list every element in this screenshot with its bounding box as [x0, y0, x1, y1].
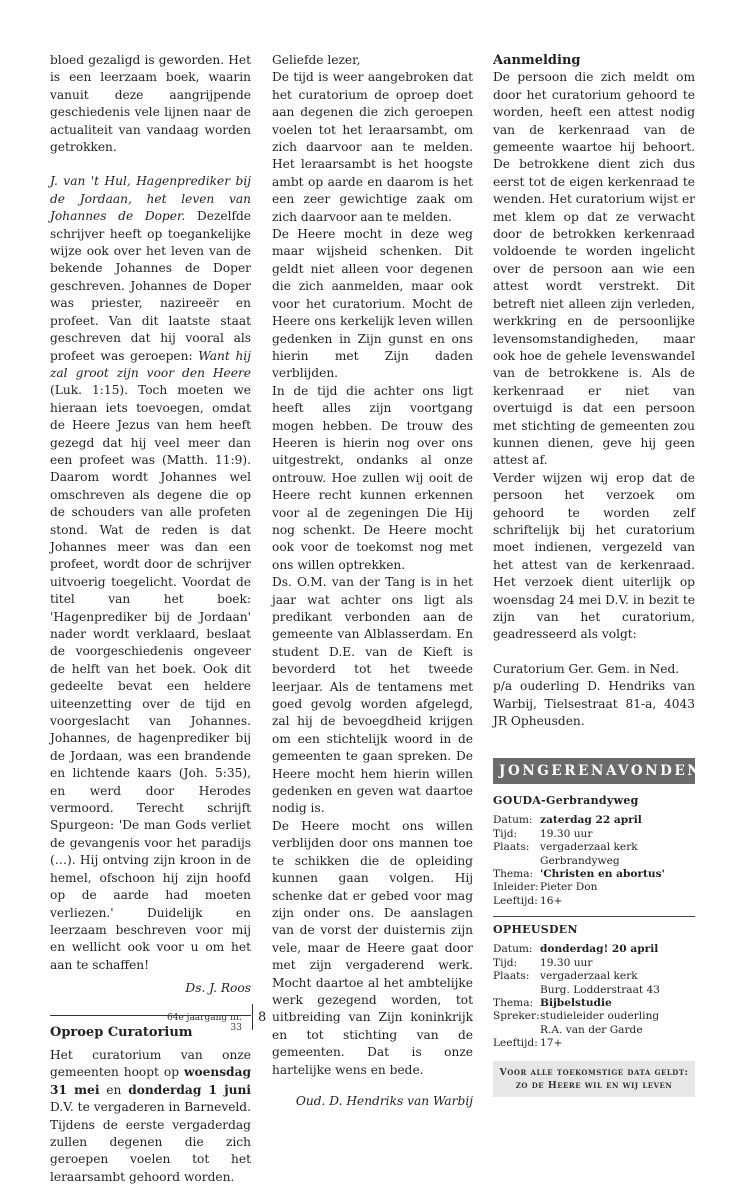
review-text-a: Dezelfde schrijver heeft op toegankelijke wijze ook over het leven van de bekende Johannes de Doper geschreven. Johannes de Doper was priester, nazireeër en profeet. Van dit laatste staat geschreven dat hij vooral als profeet was geroepen:: [50, 209, 252, 363]
gouda-heading: GOUDA-Gerbrandyweg: [493, 794, 639, 808]
review-text-b: (Luk. 1:15). Toch moeten we hieraan iets toevoegen, omdat de Heere Jezus van hem heeft gezegd dat hij veel meer dan een profeet was (Matth. 11:9). Daarom wordt Johannes wel omschreven als degene die op de schouders van alle profeten stond. Wat de reden is dat Johannes meer was dan een profeet, wordt door de schrijver uitvoerig toegelicht. Voordat de titel van het boek: 'Hagenprediker bij de Jordaan' nader wordt verklaard, beslaat de voorgeschiedenis ongeveer de helft van het boek. Ook dit gedeelte bevat een heldere uiteenzetting over de tijd en voorgeslacht van Johannes. Johannes, de hagenprediker bij de Jordaan, was een brandende en lichtende kaars (Joh. 5:35), en werd door Herodes vermoord. Terecht schrijft Spurgeon: 'De man Gods verliet de gevangenis voor het paradijs (…). Hij ontving zijn kroon in de hemel, ofschoon hij zijn hoofd op de aarde had moeten verliezen.' Duidelijk en leerzaam beschreven voor mij en wellicht ook voor u om het aan te schaffen!: [50, 383, 251, 972]
aanmelding-paragraph-1: De persoon die zich meldt om door het curatorium gehoord te worden, heeft een attest nodig van de kerkenraad van de gemeente waartoe hij behoort. De betrokkene dient zich dus eerst tot de eigen kerkenraad te wenden. Het curatorium wijst er met klem op dat ze verwacht door de betrokken kerkenraad voldoende te worden ingelicht over de persoon aan wie een attest wordt verstrekt. Dit betreft niet alleen zijn verleden, werkkring en de persoonlijke levensomstandigheden, maar ook hoe de gehele levenswandel van de betrokkene is. Als de kerkenraad er niet van overtuigd is dat een persoon met stichting de gemeenten zou kunnen dienen, geve hij geen attest af.: [493, 70, 695, 468]
opheusden-spreker-1: studieleider ouderling: [540, 1010, 660, 1023]
opheusden-leeftijd: 17+: [540, 1037, 563, 1050]
gouda-thema: 'Christen en abortus': [540, 868, 665, 881]
label-thema: Thema:: [493, 868, 534, 881]
opheusden-plaats-2: Burg. Lodderstraat 43: [540, 983, 660, 996]
oproep-heading: Oproep Curatorium: [50, 1024, 193, 1040]
issue-label: 64e jaargang nr. 33: [167, 1013, 242, 1033]
event-divider: [493, 916, 695, 917]
oproep-text-c: en: [99, 1082, 129, 1097]
opheusden-plaats-1: vergaderzaal kerk: [540, 970, 638, 983]
gouda-details: [493, 814, 695, 908]
oproep-date-2: donderdag 1 juni: [128, 1082, 252, 1097]
label-datum: Datum:: [493, 814, 533, 827]
label-plaats: Plaats:: [493, 970, 530, 983]
label-plaats: Plaats:: [493, 841, 530, 854]
address-line-2: p/a ouderling D. Hendriks van Warbij, Tielsestraat 81-a, 4043 JR Opheusden.: [493, 679, 695, 729]
oproep-text-d: D.V. te vergaderen in Barneveld. Tijdens de eerste vergaderdag zullen degenen die zich geroepen voelen tot het leraarsambt gehoord worden.: [50, 1100, 251, 1184]
address-line-1: Curatorium Ger. Gem. in Ned.: [493, 661, 680, 676]
letter-paragraph-2: De Heere mocht in deze weg maar wijsheid schenken. Dit geldt niet alleen voor degenen die zich aanmelden, maar ook voor het curatorium. Mocht de Heere ons kerkelijk leven willen gedenken in Zijn gunst en ons hierin met Zijn daden verblijden.: [272, 227, 473, 381]
label-thema: Thema:: [493, 996, 534, 1009]
label-leeftijd: Leeftijd:: [493, 894, 538, 907]
opheusden-details: [493, 943, 695, 1050]
gouda-tijd: 19.30 uur: [540, 827, 593, 840]
gouda-plaats-2: Gerbrandyweg: [540, 854, 620, 867]
oproep-date-1: woensdag 31 mei: [50, 1065, 251, 1097]
label-datum: Datum:: [493, 943, 533, 956]
opheusden-spreker-2: R.A. van der Garde: [540, 1023, 643, 1036]
notice-line-2: zo de Heere wil en wij leven: [515, 1079, 673, 1091]
notice-box: [493, 1061, 695, 1097]
opheusden-tijd: 19.30 uur: [540, 956, 593, 969]
book-title: J. van 't Hul, Hagenprediker bij de Jordaan, het leven van Johannes de Doper.: [50, 174, 251, 224]
letter-paragraph-5: De Heere mocht ons willen verblijden door ons mannen toe te schikken die de opleiding kunnen gaan volgen. Hij schenke dat er gebed voor mag zijn onder ons. De aanslagen van de vorst der duisternis zijn vele, maar de Heere gaat door met zijn vergaderend werk. Mocht daartoe al het ambtelijke werk gezegend worden, tot uitbreiding van Zijn koninkrijk en tot stichting van de gemeenten. Dat is onze hartelijke wens en bede.: [272, 818, 473, 1077]
column-middle: [272, 52, 473, 1110]
opheusden-thema: Bijbelstudie: [540, 996, 612, 1009]
signature-hendriks: Oud. D. Hendriks van Warbij: [295, 1093, 473, 1108]
gouda-inleider: Pieter Don: [540, 881, 598, 894]
salutation: Geliefde lezer,: [272, 53, 361, 67]
notice-line-1: Voor alle toekomstige data geldt:: [499, 1066, 689, 1078]
aanmelding-paragraph-2: Verder wijzen wij erop dat de persoon het verzoek om gehoord te worden zelf schriftelijk bij het curatorium moet indienen, vergezeld van het attest van de kerkenraad. Het verzoek dient uiterlijk op woensdag 24 mei D.V. in bezit te zijn van het curatorium, geadresseerd als volgt:: [493, 470, 695, 642]
gouda-plaats-1: vergaderzaal kerk: [540, 841, 638, 854]
jongerenavonden-banner: JONGERENAVONDEN: [493, 758, 695, 784]
opheusden-datum: donderdag! 20 april: [540, 943, 659, 956]
signature-roos: Ds. J. Roos: [185, 981, 251, 996]
label-leeftijd: Leeftijd:: [493, 1037, 538, 1050]
label-inleider: Inleider:: [493, 881, 539, 894]
oproep-text-a: Het curatorium van onze gemeenten hoopt op: [50, 1047, 251, 1080]
label-tijd: Tijd:: [493, 956, 518, 969]
gouda-datum: zaterdag 22 april: [540, 814, 642, 827]
oproep-paragraph: [50, 1047, 251, 1186]
letter-paragraph-3: In de tijd die achter ons ligt heeft alles zijn voortgang mogen hebben. De trouw des Heeren is hierin nog over ons uitgestrekt, ondanks al onze ontrouw. Hoe zullen wij ooit de Heere recht kunnen erkennen voor al de zegeningen Die Hij nog schenkt. De Heere mocht ook voor de toekomst nog met ons willen optrekken.: [272, 383, 473, 572]
gouda-leeftijd: 16+: [540, 894, 563, 907]
label-tijd: Tijd:: [493, 827, 518, 840]
page-number: 8: [258, 1010, 267, 1025]
label-spreker: Spreker:: [493, 1010, 540, 1023]
opheusden-heading: OPHEUSDEN: [493, 923, 578, 937]
letter-paragraph-1: De tijd is weer aangebroken dat het curatorium de oproep doet aan degenen die zich geroepen voelen tot het leraarsambt, om zich daarvoor aan te melden. Het leraarsambt is het hoogste ambt op aarde en daarom is het een zeer gewichtige zaak om zich daarvoor aan te melden.: [272, 70, 473, 224]
letter-paragraph-4: Ds. O.M. van der Tang is in het jaar wat achter ons ligt als predikant verbonden aan de gemeente van Alblasserdam. En student D.E. van de Kieft is bevorderd tot het tweede leerjaar. Als de tentamens met goed gevolg worden afgelegd, zal hij de bevoegdheid krijgen om een stichtelijk woord in de gemeenten te gaan spreken. De Heere mocht hem hierin willen gedenken en geven wat daartoe nodig is.: [272, 575, 473, 816]
review-paragraph-end: bloed gezaligd is geworden. Het is een leerzaam boek, waarin vanuit deze aangrijpende geschiedenis vele lijnen naar de actualiteit van vandaag worden getrokken.: [50, 53, 251, 155]
footer-divider: [252, 1004, 253, 1030]
column-right: [493, 52, 703, 1097]
aanmelding-heading: Aanmelding: [493, 53, 581, 68]
review-paragraph-hagenprediker: [50, 173, 251, 974]
quote-luke: Want hij zal groot zijn voor den Heere: [50, 348, 251, 380]
